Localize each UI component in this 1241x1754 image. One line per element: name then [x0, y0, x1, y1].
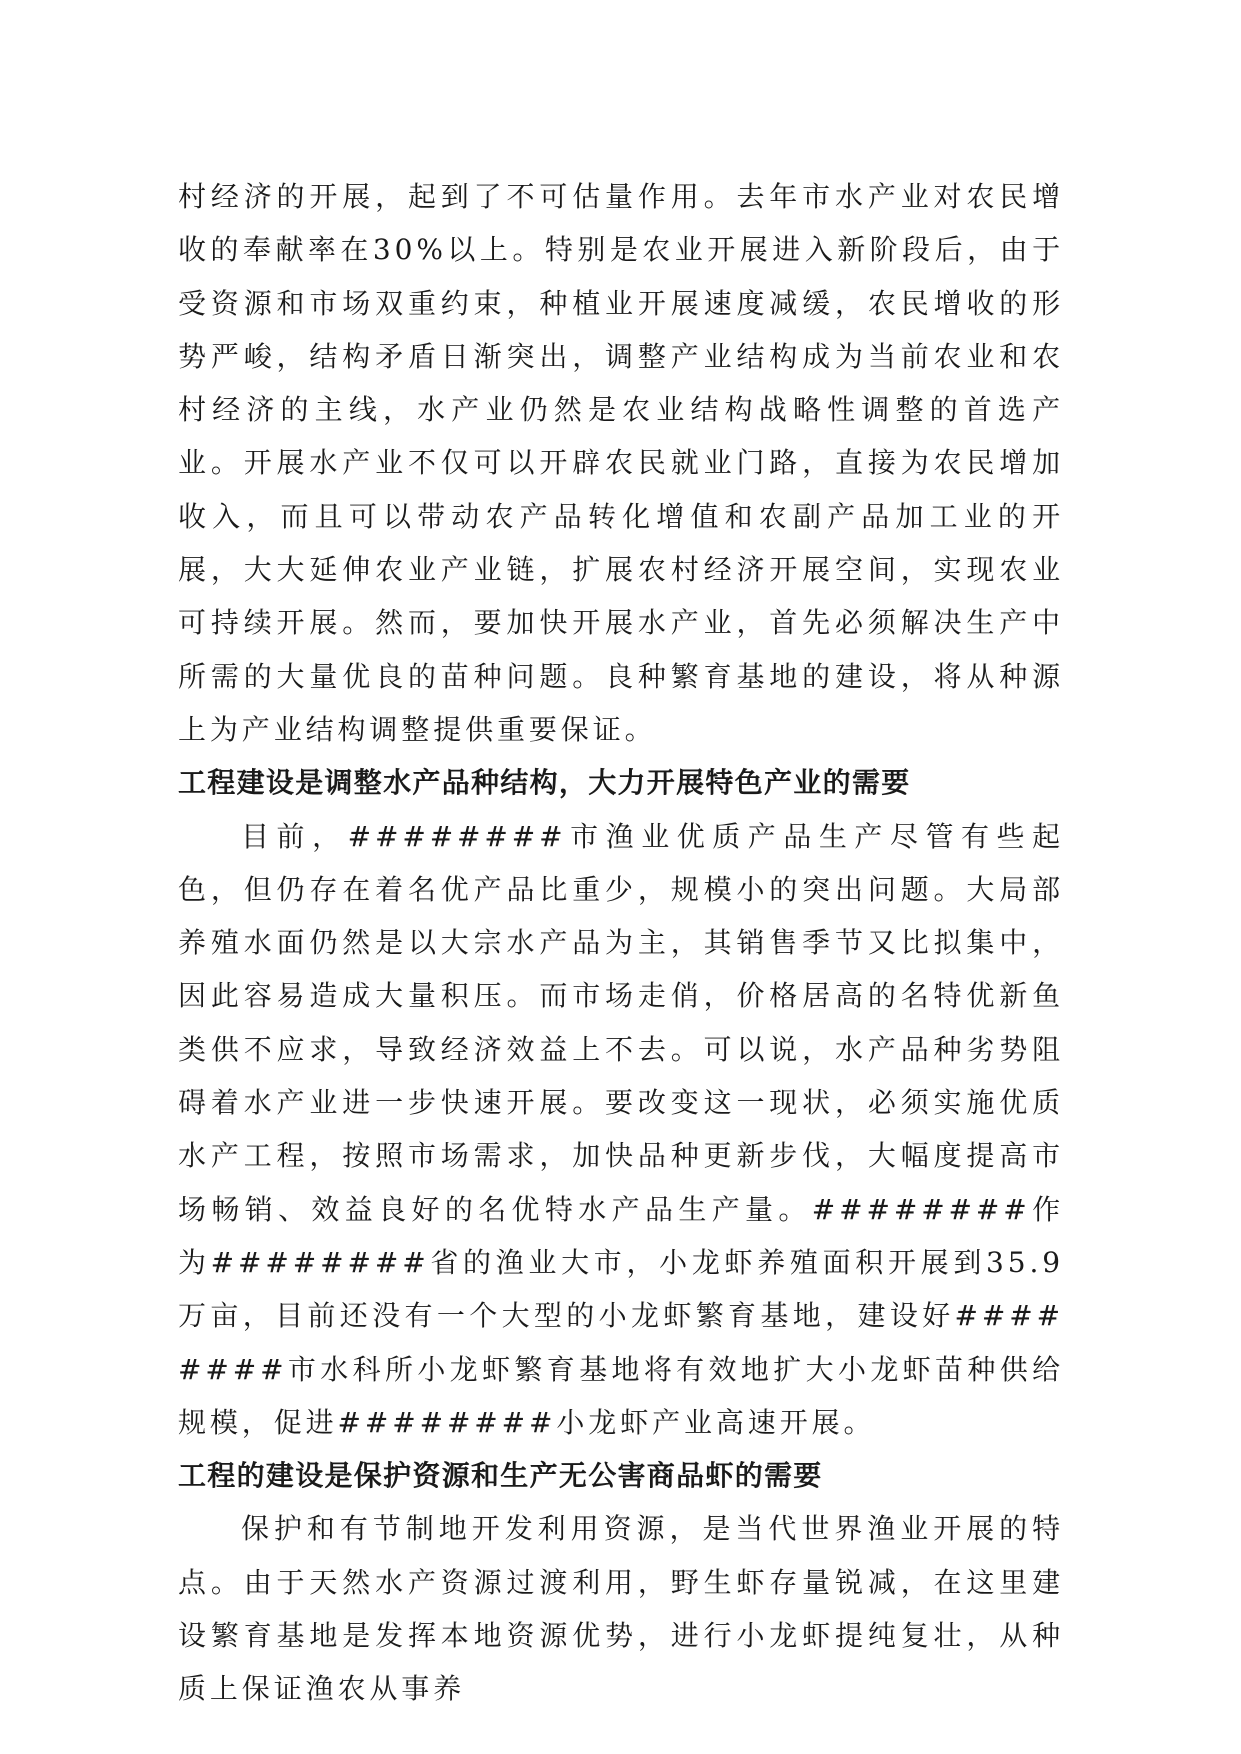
- section-heading-2: 工程的建设是保护资源和生产无公害商品虾的需要: [178, 1459, 823, 1493]
- body-paragraph-3: 保护和有节制地开发利用资源，是当代世界渔业开展的特点。由于天然水产资源过渡利用，野生虾存量锐减，在这里建设繁育基地是发挥本地资源优势，进行小龙虾提纯复壮，从种质上保证渔农从事养: [178, 1512, 1064, 1706]
- body-paragraph-1: 村经济的开展，起到了不可估量作用。去年市水产业对农民增收的奉献率在30%以上。特别是农业开展进入新阶段后，由于受资源和市场双重约束，种植业开展速度减缓，农民增收的形势严峻，结构矛盾日渐突出，调整产业结构成为当前农业和农村经济的主线，水产业仍然是农业结构战略性调整的首选产业。开展水产业不仅可以开辟农民就业门路，直接为农民增加收入，而且可以带动农产品转化增值和农副产品加工业的开展，大大延伸农业产业链，扩展农村经济开展空间，实现农业可持续开展。然而，要加快开展水产业，首先必须解决生产中所需的大量优良的苗种问题。良种繁育基地的建设，将从种源上为产业结构调整提供重要保证。: [178, 180, 1064, 746]
- section-heading-1: 工程建设是调整水产品种结构，大力开展特色产业的需要: [178, 766, 911, 800]
- document-page: [178, 170, 1064, 1716]
- body-paragraph-2: 目前，########市渔业优质产品生产尽管有些起色，但仍存在着名优产品比重少，规模小的突出问题。大局部养殖水面仍然是以大宗水产品为主，其销售季节又比拟集中，因此容易造成大量积压。而市场走俏，价格居高的名特优新鱼类供不应求，导致经济效益上不去。可以说，水产品种劣势阻碍着水产业进一步快速开展。要改变这一现状，必须实施优质水产工程，按照市场需求，加快品种更新步伐，大幅度提高市场畅销、效益良好的名优特水产品生产量。########作为########省的渔业大市，小龙虾养殖面积开展到35.9万亩，目前还没有一个大型的小龙虾繁育基地，建设好########市水科所小龙虾繁育基地将有效地扩大小龙虾苗种供给规模，促进########小龙虾产业高速开展。: [178, 819, 1064, 1439]
